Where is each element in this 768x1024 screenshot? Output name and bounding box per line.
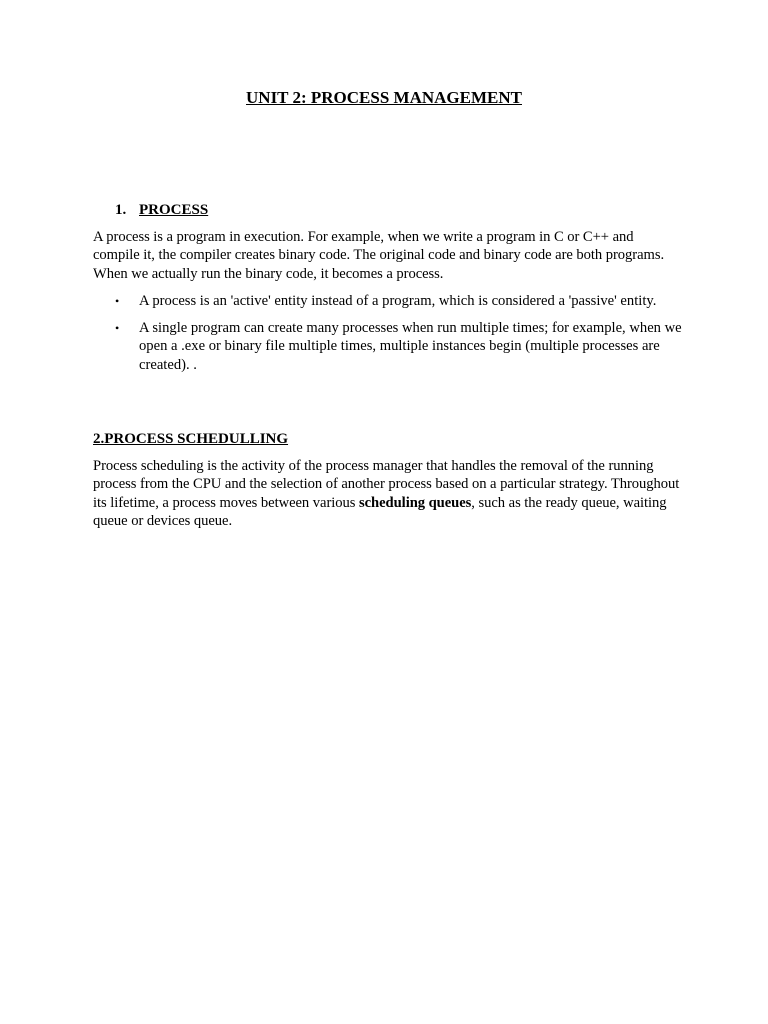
paragraph-bold-term: scheduling queues xyxy=(359,494,472,511)
section-heading-process xyxy=(93,201,683,219)
section-heading-scheduling xyxy=(93,430,683,448)
bullet-icon: • xyxy=(115,321,120,336)
list-item xyxy=(93,319,683,374)
section-heading-text: PROCESS xyxy=(139,202,209,218)
section-process-scheduling xyxy=(93,430,683,530)
paragraph-text: , such as the ready queue, waiting queue or devices queue. xyxy=(93,494,667,529)
bullet-list xyxy=(93,292,683,374)
paragraph-text: Process scheduling is the activity of the process manager that handles the removal of the running process from the CPU and the selection of another process based on a particular strategy. Throughout its lifetime, a process moves between various xyxy=(93,458,680,511)
section-paragraph xyxy=(93,457,683,530)
section-number: 1. xyxy=(115,202,127,218)
section-paragraph: A process is a program in execution. For example, when we write a program in C or C++ and compile it, the compiler creates binary code. The original code and binary code are both programs. When we actually run the binary code, it becomes a process. xyxy=(93,229,665,282)
list-item xyxy=(93,292,683,310)
list-item-text: A process is an 'active' entity instead of a program, which is considered a 'passive' entity. xyxy=(139,292,657,309)
page-title: UNIT 2: PROCESS MANAGEMENT xyxy=(246,88,522,107)
section-heading-text: 2.PROCESS SCHEDULLING xyxy=(93,431,289,447)
list-item-text: A single program can create many processes when run multiple times; for example, when we open a .exe or binary file multiple times, multiple instances begin (multiple processes are created). . xyxy=(139,320,682,373)
section-process xyxy=(93,201,683,383)
bullet-icon: • xyxy=(115,293,120,308)
